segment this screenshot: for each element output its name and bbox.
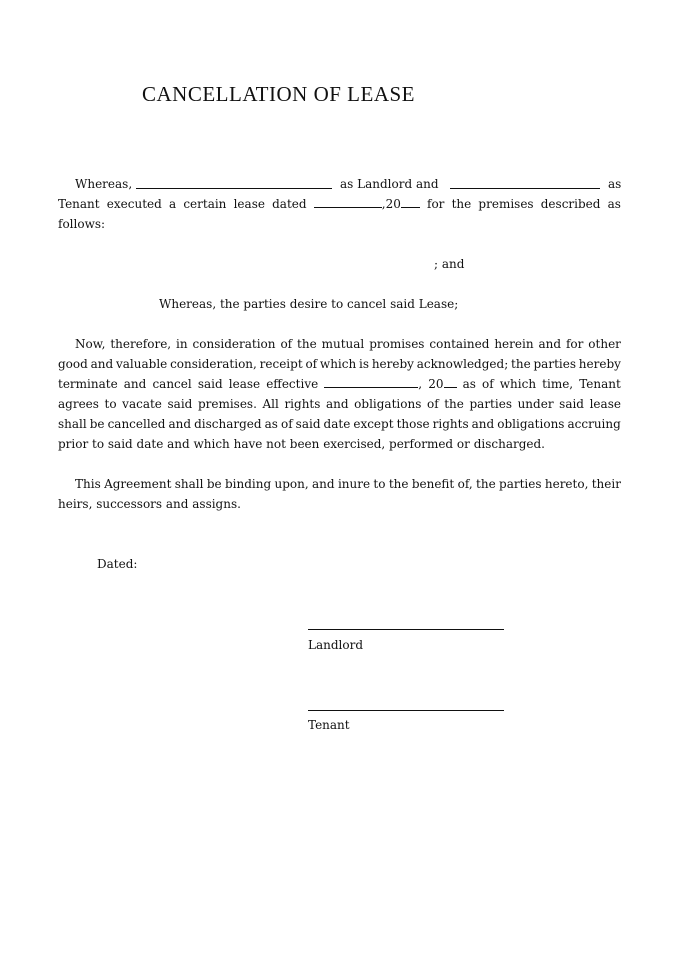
- word: and: [312, 477, 335, 491]
- word: date: [323, 417, 351, 431]
- word: be: [206, 477, 222, 491]
- word: receipt: [259, 357, 303, 371]
- word: in: [176, 337, 188, 351]
- word: hereto,: [544, 477, 589, 491]
- word: those: [396, 417, 430, 431]
- word: the: [444, 397, 464, 411]
- word: lease: [233, 197, 265, 211]
- lease-year-blank[interactable]: [401, 195, 420, 208]
- follows-label: follows:: [58, 217, 106, 231]
- word: and: [326, 397, 349, 411]
- landlord-label: Landlord: [308, 638, 364, 652]
- word: cancel: [152, 377, 192, 391]
- word: be: [89, 417, 105, 431]
- word: said: [295, 417, 321, 431]
- year-prefix: 20: [428, 377, 444, 391]
- word: obligations: [354, 397, 422, 411]
- word: and: [471, 417, 495, 431]
- binding-line-1: [75, 474, 621, 494]
- effective-date-blank[interactable]: [324, 375, 418, 388]
- word: cancelled: [107, 417, 166, 431]
- body-line-3: [58, 374, 621, 394]
- word: lease: [589, 397, 621, 411]
- effective-year-blank[interactable]: [444, 375, 457, 388]
- word: of,: [457, 477, 473, 491]
- word: their: [591, 477, 621, 491]
- effective-year-group: [428, 374, 456, 394]
- as-landlord-and-label: as Landlord and: [340, 177, 439, 191]
- word: to: [104, 397, 117, 411]
- word: Agreement: [104, 477, 172, 491]
- word: as: [607, 197, 621, 211]
- word: time,: [542, 377, 574, 391]
- word: the: [476, 477, 496, 491]
- word: inure: [337, 477, 371, 491]
- word: herein: [494, 337, 534, 351]
- word: said: [559, 397, 584, 411]
- whereas-label: Whereas,: [75, 177, 133, 191]
- word: the: [451, 197, 472, 211]
- word: rights: [284, 397, 321, 411]
- word: binding: [224, 477, 272, 491]
- word: terminate: [58, 377, 118, 391]
- word: other: [588, 337, 621, 351]
- word: of: [305, 357, 318, 371]
- document-title: CANCELLATION OF LEASE: [142, 82, 415, 106]
- word: of: [280, 337, 293, 351]
- word: the: [297, 337, 317, 351]
- dated-label: Dated:: [97, 557, 138, 571]
- word: premises.: [197, 397, 257, 411]
- word: and: [90, 357, 114, 371]
- word: upon,: [274, 477, 309, 491]
- word: effective: [266, 377, 319, 391]
- word: hereby: [578, 357, 621, 371]
- word: Tenant: [58, 197, 100, 211]
- word: good: [58, 357, 88, 371]
- word: parties: [499, 477, 542, 491]
- recital-line-2: [58, 194, 621, 214]
- word: Tenant: [579, 377, 621, 391]
- word: said: [167, 397, 193, 411]
- word: hereby: [371, 357, 414, 371]
- word: executed: [106, 197, 162, 211]
- word: consideration: [192, 337, 276, 351]
- word: to: [373, 477, 386, 491]
- recital-cancel: Whereas, the parties desire to cancel said Lease;: [159, 297, 459, 311]
- word: and: [123, 377, 147, 391]
- word: valuable: [115, 357, 168, 371]
- effective-date-group: [324, 374, 422, 394]
- word: and: [538, 337, 562, 351]
- word: which: [499, 377, 537, 391]
- word: lease: [228, 377, 261, 391]
- word: for: [565, 337, 584, 351]
- word: except: [353, 417, 394, 431]
- body-line-1: [75, 334, 621, 354]
- lease-date-blank[interactable]: [314, 195, 382, 208]
- binding-line-2: heirs, successors and assigns.: [58, 497, 241, 511]
- word: parties: [469, 397, 512, 411]
- word: This: [75, 477, 101, 491]
- word: obligations: [497, 417, 565, 431]
- comma: ,: [418, 377, 423, 391]
- word: as: [264, 417, 278, 431]
- word: of: [482, 377, 494, 391]
- word: benefit: [411, 477, 455, 491]
- word: therefore,: [110, 337, 172, 351]
- tenant-name-blank[interactable]: [450, 176, 600, 189]
- landlord-signature-line[interactable]: [308, 629, 504, 630]
- word: which: [319, 357, 357, 371]
- word: of: [426, 397, 439, 411]
- word: said: [197, 377, 223, 391]
- word: promises: [369, 337, 425, 351]
- body-line-4: [58, 394, 621, 414]
- word: for: [427, 197, 445, 211]
- word: a: [168, 197, 177, 211]
- word: accruing: [567, 417, 621, 431]
- word: mutual: [321, 337, 365, 351]
- word: All: [262, 397, 279, 411]
- word: shall: [174, 477, 204, 491]
- and-text: ; and: [434, 257, 465, 271]
- word: certain: [183, 197, 227, 211]
- lease-date-group: [314, 194, 420, 214]
- word: as: [462, 377, 476, 391]
- word: parties: [533, 357, 576, 371]
- landlord-name-blank[interactable]: [136, 176, 332, 189]
- word: rights: [432, 417, 469, 431]
- word: discharged: [194, 417, 262, 431]
- word: contained: [429, 337, 490, 351]
- word: premises: [478, 197, 534, 211]
- word: dated: [272, 197, 307, 211]
- tenant-label: Tenant: [308, 718, 350, 732]
- word: the: [511, 357, 531, 371]
- word: is: [359, 357, 370, 371]
- word: consideration,: [170, 357, 257, 371]
- body-line-5: [58, 414, 621, 434]
- tenant-signature-line[interactable]: [308, 710, 504, 711]
- word: under: [517, 397, 554, 411]
- word: the: [388, 477, 409, 491]
- year-prefix: ,20: [381, 197, 401, 211]
- word: of: [280, 417, 293, 431]
- word: vacate: [122, 397, 162, 411]
- word: agrees: [58, 397, 99, 411]
- as-label: as: [608, 177, 622, 191]
- word: Now,: [75, 337, 106, 351]
- word: acknowledged;: [416, 357, 509, 371]
- word: and: [168, 417, 192, 431]
- body-line-2: [58, 354, 621, 374]
- word: shall: [58, 417, 87, 431]
- body-line-6: prior to said date and which have not been exercised, performed or discharged.: [58, 437, 545, 451]
- word: described: [540, 197, 601, 211]
